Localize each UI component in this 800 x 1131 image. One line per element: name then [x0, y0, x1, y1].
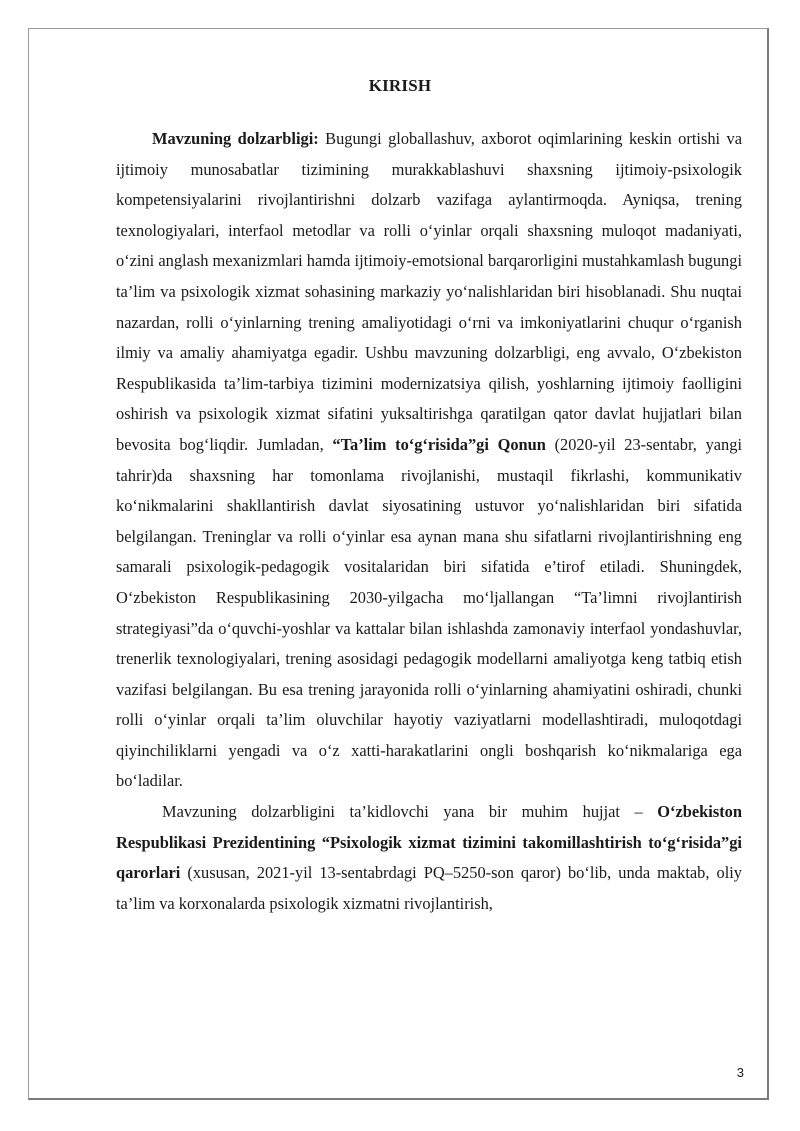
body-text	[116, 124, 742, 919]
lead-phrase: Mavzuning dolzarbligi:	[152, 129, 319, 148]
law-reference: “Ta’lim to‘g‘risida”gi Qonun	[332, 434, 546, 454]
paragraph-text: Mavzuning dolzarbligini ta’kidlovchi yana bir muhim hujjat –	[162, 802, 658, 822]
paragraph-text: (xususan, 2021-yil 13-sentabrdagi PQ–5250-son qaror) bo‘lib, unda maktab, oliy ta’lim va korxonalarda psixologik xizmatni rivojlantirish,	[116, 863, 742, 913]
paragraph-text: Bugungi globallashuv, axborot oqimlarining keskin ortishi va ijtimoiy munosabatlar tizimining murakkablashuvi shaxsning ijtimoiy-psixologik kompetensiyalarini rivojlantirishni dolzarb vazifaga aylantirmoqda. Ayniqsa, trening texnologiyalari, interfaol metodlar va rolli o‘yinlar orqali shaxsning muloqot madaniyati, o‘zini anglash mexanizmlari hamda ijtimoiy-emotsional barqarorligini mustahkamlash bugungi ta’lim va psixologik xizmat sohasining markaziy yo‘nalishlaridan biri hisoblanadi. Shu nuqtai nazardan, rolli o‘yinlarning trening amaliyotidagi o‘rni va imkoniyatlarini chuqur o‘rganish ilmiy va amaliy ahamiyatga egadir. Ushbu mavzuning dolzarbligi, eng avvalo, O‘zbekiston Respublikasida ta’lim-tarbiya tizimini modernizatsiya qilish, yoshlarning ijtimoiy faolligini oshirish va psixologik xizmat sifatini yuksaltirishga qaratilgan qator davlat hujjatlari bilan bevosita bog‘liqdir. Jumladan,	[116, 129, 742, 454]
paragraph-decree	[116, 797, 742, 919]
section-title: KIRISH	[368, 76, 432, 95]
paragraph-relevance	[116, 124, 742, 797]
decree-reference: O‘zbekiston Respublikasi Prezidentining “Psixologik xizmat tizimini takomillashtirish to‘g‘risida”gi qarorlari	[116, 802, 742, 883]
page-number: 3	[736, 1065, 744, 1080]
paragraph-text: (2020-yil 23-sentabr, yangi tahrir)da shaxsning har tomonlama rivojlanishi, mustaqil fikrlashi, kommunikativ ko‘nikmalarini shakllantirish davlat siyosatining ustuvor yo‘nalishlaridan biri sifatida belgilangan. Treninglar va rolli o‘yinlar esa aynan mana shu sifatlarni rivojlantirishning eng samarali psixologik-pedagogik vositalaridan biri sifatida e’tirof etiladi. Shuningdek, O‘zbekiston Respublikasining 2030-yilgacha mo‘ljallangan “Ta’limni rivojlantirish strategiyasi”da o‘quvchi-yoshlar va kattalar bilan ishlashda zamonaviy interfaol yondashuvlar, trenerlik texnologiyalari, trening asosidagi pedagogik modellarni amaliyotga keng tatbiq etish vazifasi belgilangan. Bu esa trening jarayonida rolli o‘yinlarning ahamiyatini oshiradi, chunki rolli o‘yinlar orqali ta’lim oluvchilar hayotiy vaziyatlarni modellashtiradi, muloqotdagi qiyinchiliklarni yengadi va o‘z xatti-harakatlarini ongli boshqarish ko‘nikmalariga ega bo‘ladilar.	[116, 434, 742, 791]
